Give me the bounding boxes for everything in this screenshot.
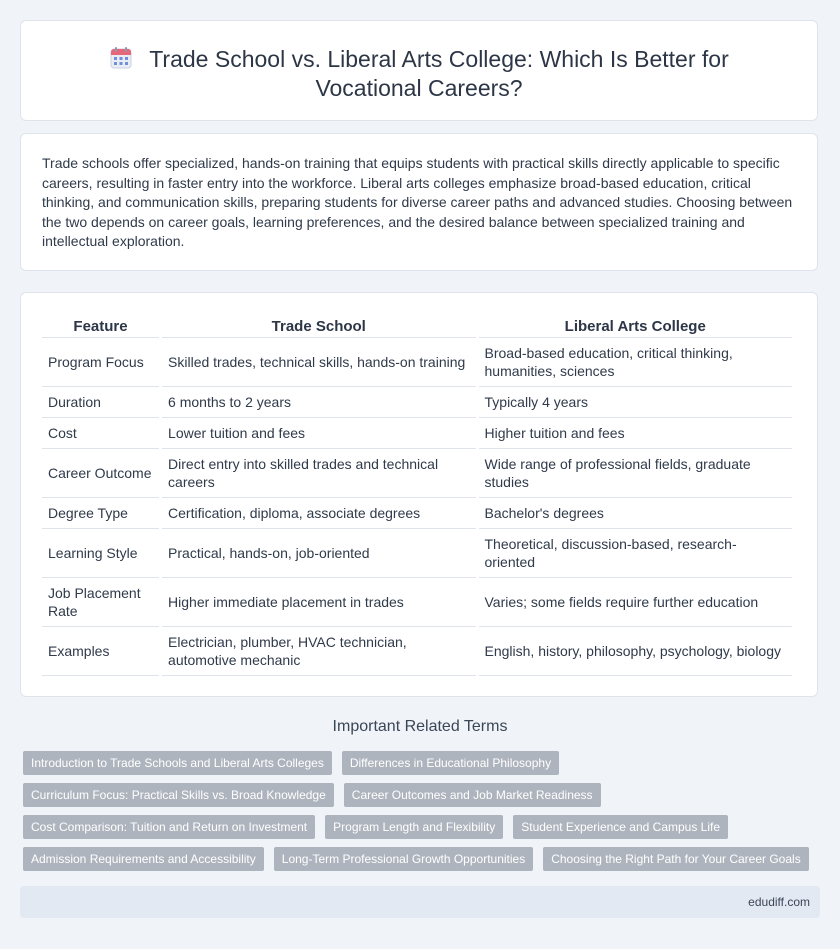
liberal-cell: Broad-based education, critical thinking, humanities, sciences (479, 338, 793, 387)
liberal-cell: Varies; some fields require further education (479, 578, 793, 627)
header-feature: Feature (42, 315, 159, 338)
trade-cell: Skilled trades, technical skills, hands-on training (162, 338, 475, 387)
related-term-tag[interactable]: Long-Term Professional Growth Opportunities (274, 847, 533, 871)
related-term-tag[interactable]: Introduction to Trade Schools and Liberal Arts Colleges (23, 751, 332, 775)
trade-cell: Practical, hands-on, job-oriented (162, 529, 475, 578)
table-row (42, 338, 792, 387)
feature-cell: Program Focus (42, 338, 159, 387)
feature-cell: Job Placement Rate (42, 578, 159, 627)
liberal-cell: Wide range of professional fields, graduate studies (479, 449, 793, 498)
table-row (42, 627, 792, 676)
table-row (42, 578, 792, 627)
calendar-icon (109, 46, 133, 70)
table-row (42, 449, 792, 498)
related-term-tag[interactable]: Program Length and Flexibility (325, 815, 503, 839)
related-terms-heading: Important Related Terms (332, 718, 508, 735)
trade-cell: Lower tuition and fees (162, 418, 475, 449)
liberal-cell: Higher tuition and fees (479, 418, 793, 449)
related-term-tag[interactable]: Curriculum Focus: Practical Skills vs. Broad Knowledge (23, 783, 334, 807)
trade-cell: 6 months to 2 years (162, 387, 475, 418)
footer (20, 886, 820, 918)
intro-card (20, 133, 818, 271)
title-line-1: Trade School vs. Liberal Arts College: Which Is Better for (149, 46, 729, 72)
related-term-tag[interactable]: Differences in Educational Philosophy (342, 751, 559, 775)
intro-paragraph: Trade schools offer specialized, hands-on training that equips students with practical skills directly applicable to specific careers, resulting in faster entry into the workforce. Liberal arts colleges emphasize broad-based education, critical thinking, and communication skills, preparing students for diverse career paths and advanced studies. Choosing between the two depends on career goals, learning preferences, and the desired balance between specialized training and intellectual exploration. (42, 155, 793, 250)
feature-cell: Career Outcome (42, 449, 159, 498)
liberal-cell: Theoretical, discussion-based, research-oriented (479, 529, 793, 578)
header-liberal-arts: Liberal Arts College (479, 315, 793, 338)
related-term-tag[interactable]: Student Experience and Campus Life (513, 815, 728, 839)
title-line-2: Vocational Careers? (315, 75, 523, 101)
related-term-tag[interactable]: Cost Comparison: Tuition and Return on Investment (23, 815, 315, 839)
feature-cell: Degree Type (42, 498, 159, 529)
table-row (42, 418, 792, 449)
feature-cell: Cost (42, 418, 159, 449)
table-row (42, 387, 792, 418)
related-term-tag[interactable]: Choosing the Right Path for Your Career Goals (543, 847, 808, 871)
trade-cell: Certification, diploma, associate degrees (162, 498, 475, 529)
footer-site-link[interactable]: edudiff.com (748, 895, 810, 909)
trade-cell: Direct entry into skilled trades and technical careers (162, 449, 475, 498)
liberal-cell: Typically 4 years (479, 387, 793, 418)
page-title (21, 45, 817, 103)
liberal-cell: English, history, philosophy, psychology, biology (479, 627, 793, 676)
table-row (42, 498, 792, 529)
feature-cell: Duration (42, 387, 159, 418)
related-terms-list (23, 751, 813, 879)
feature-cell: Examples (42, 627, 159, 676)
trade-cell: Electrician, plumber, HVAC technician, automotive mechanic (162, 627, 475, 676)
table-row (42, 529, 792, 578)
header-trade-school: Trade School (162, 315, 475, 338)
feature-cell: Learning Style (42, 529, 159, 578)
comparison-card (20, 292, 818, 697)
related-term-tag[interactable]: Admission Requirements and Accessibility (23, 847, 264, 871)
liberal-cell: Bachelor's degrees (479, 498, 793, 529)
trade-cell: Higher immediate placement in trades (162, 578, 475, 627)
title-card (20, 20, 818, 121)
comparison-table (39, 315, 795, 676)
related-term-tag[interactable]: Career Outcomes and Job Market Readiness (344, 783, 601, 807)
